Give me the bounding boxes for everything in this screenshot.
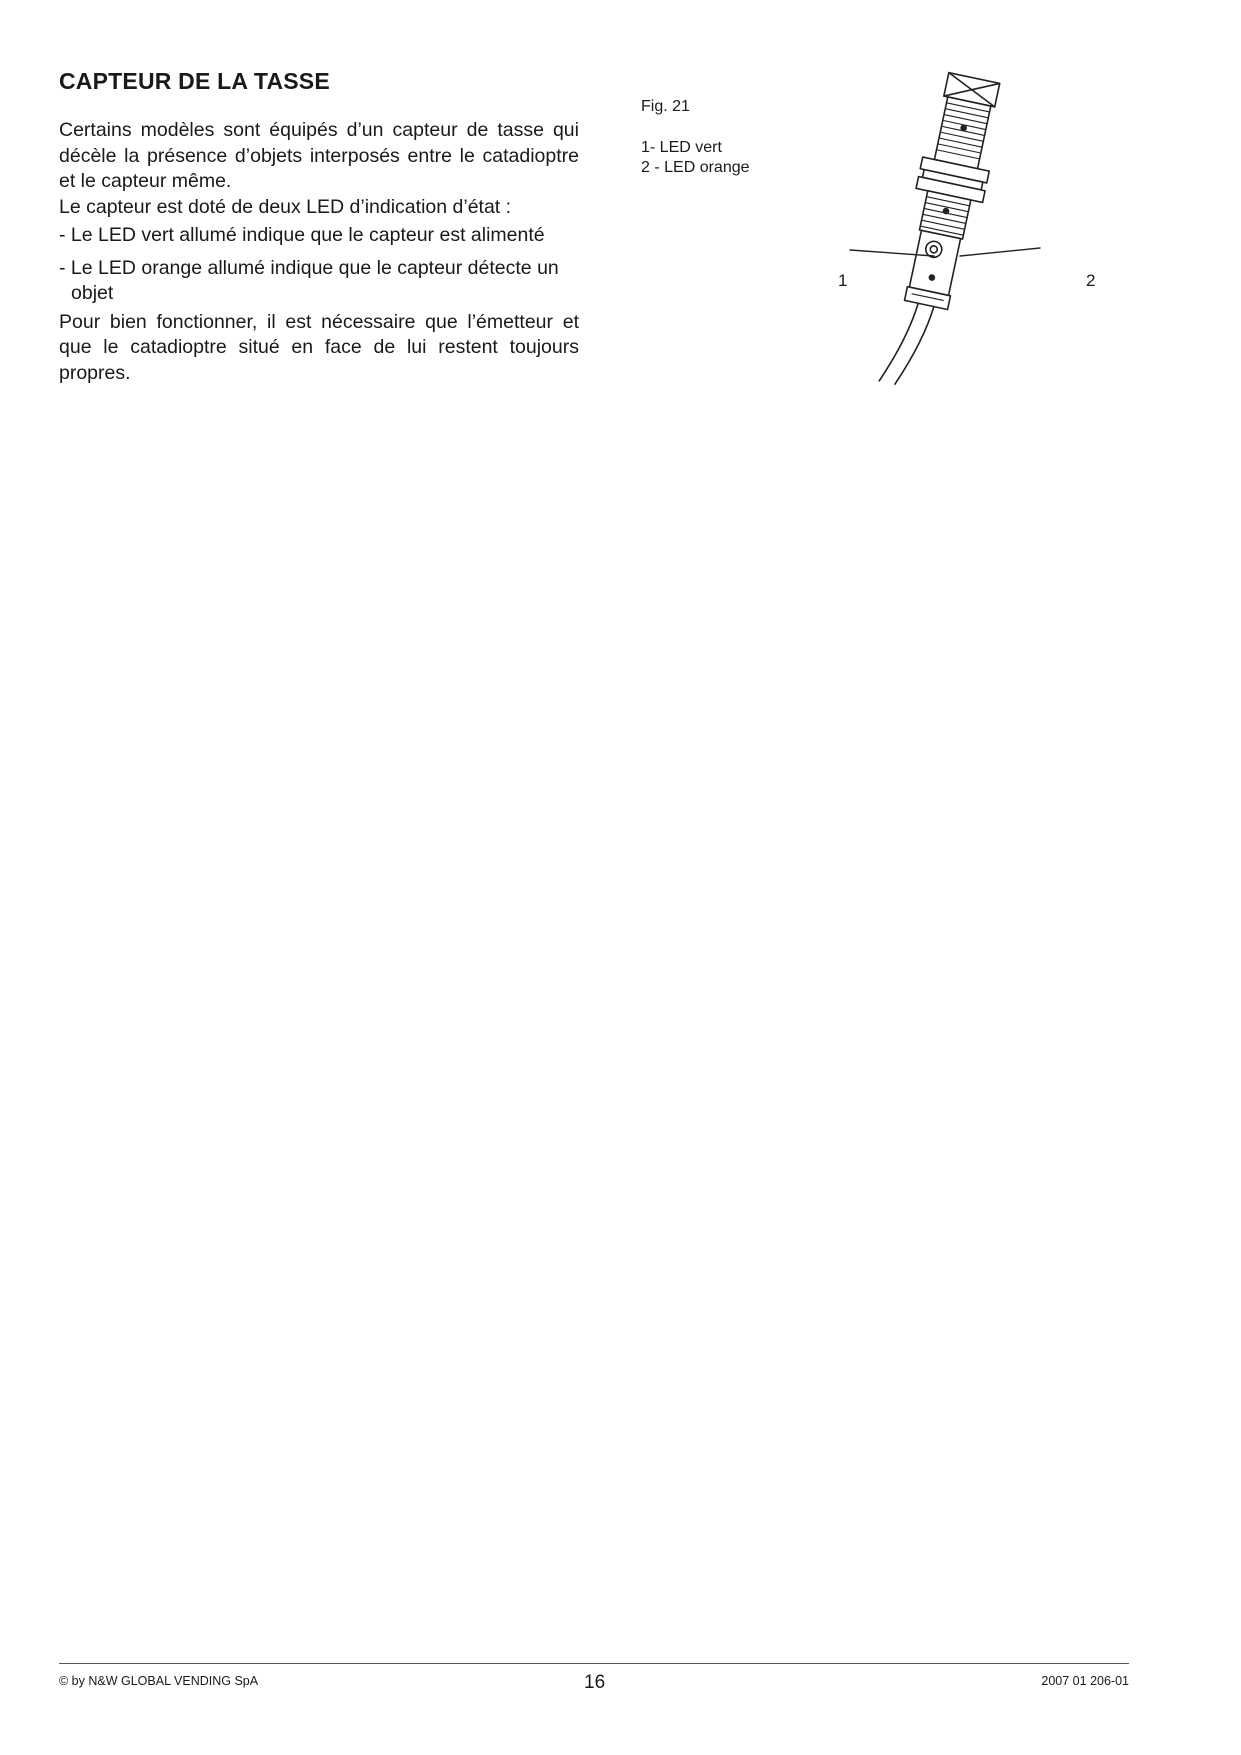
legend-item-green: 1- LED vert xyxy=(641,139,722,156)
paragraph-maintenance: Pour bien fonctionner, il est nécessaire que l’émetteur et que le catadioptre situé en face de lui restent toujours propres. xyxy=(59,310,579,384)
legend-item-orange: 2 - LED orange xyxy=(641,159,750,176)
paragraph-intro: Certains modèles sont équipés d’un capteur de tasse qui décèle la présence d’objets interposés entre le catadioptre et le capteur même. xyxy=(59,119,579,192)
bullet-green-led: - Le LED vert allumé indique que le capteur est alimenté xyxy=(59,224,545,246)
page-number: 16 xyxy=(584,1672,606,1693)
footer-copyright: © by N&W GLOBAL VENDING SpA xyxy=(59,1674,259,1688)
bullet-orange-led: - Le LED orange allumé indique que le capteur détecte un objet xyxy=(59,256,559,304)
proximity-sensor-drawing-icon xyxy=(840,70,1100,390)
figure-label: Fig. 21 xyxy=(641,98,690,115)
callout-2: 2 xyxy=(1086,271,1096,290)
figure-legend xyxy=(641,138,750,178)
section-title: CAPTEUR DE LA TASSE xyxy=(59,68,330,94)
footer-doc-code: 2007 01 206-01 xyxy=(1041,1674,1129,1688)
callout-1: 1 xyxy=(838,271,848,290)
paragraph-led-intro: Le capteur est doté de deux LED d’indication d’état : xyxy=(59,195,512,218)
body-text xyxy=(59,118,579,386)
footer-divider xyxy=(59,1663,1129,1664)
